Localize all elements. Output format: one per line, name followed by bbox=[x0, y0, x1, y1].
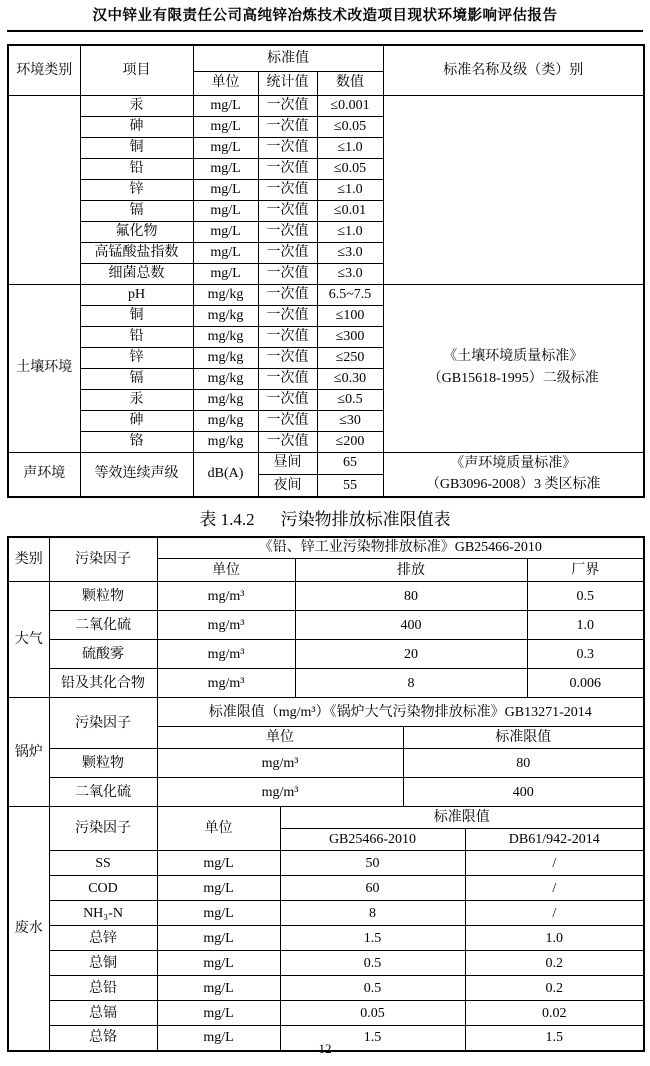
gb-limit-cell: 0.5 bbox=[280, 976, 465, 1001]
boundary-cell: 0.006 bbox=[527, 669, 644, 698]
stat-cell: 一次值 bbox=[258, 158, 317, 179]
unit-cell: mg/kg bbox=[193, 431, 258, 452]
stat-cell: 一次值 bbox=[258, 137, 317, 158]
category-cell-soil: 土壤环境 bbox=[8, 284, 80, 452]
stat-cell: 一次值 bbox=[258, 347, 317, 368]
col-header-unit: 单位 bbox=[157, 727, 403, 749]
col-header-factor: 污染因子 bbox=[49, 537, 157, 582]
value-cell: ≤100 bbox=[317, 305, 383, 326]
boundary-cell: 1.0 bbox=[527, 611, 644, 640]
unit-cell: mg/m³ bbox=[157, 669, 295, 698]
unit-cell: mg/kg bbox=[193, 410, 258, 431]
stat-cell: 一次值 bbox=[258, 242, 317, 263]
value-cell: ≤250 bbox=[317, 347, 383, 368]
table-row bbox=[8, 901, 644, 926]
value-cell: ≤1.0 bbox=[317, 137, 383, 158]
table-row bbox=[8, 640, 644, 669]
unit-cell: mg/m³ bbox=[157, 582, 295, 611]
stat-cell: 一次值 bbox=[258, 179, 317, 200]
db-limit-cell: 1.5 bbox=[465, 1026, 644, 1051]
unit-cell: mg/L bbox=[193, 242, 258, 263]
item-cell: 铅 bbox=[80, 158, 193, 179]
item-cell: 砷 bbox=[80, 410, 193, 431]
category-cell-air: 大气 bbox=[8, 582, 49, 698]
unit-cell: mg/L bbox=[157, 1001, 280, 1026]
unit-cell: mg/kg bbox=[193, 326, 258, 347]
db-limit-cell: / bbox=[465, 901, 644, 926]
boundary-cell: 0.3 bbox=[527, 640, 644, 669]
unit-cell: mg/L bbox=[193, 263, 258, 284]
col-header-factor: 污染因子 bbox=[49, 698, 157, 749]
gb-limit-cell: 0.5 bbox=[280, 951, 465, 976]
limit-cell: 400 bbox=[403, 778, 644, 807]
table-row bbox=[8, 851, 644, 876]
col-header-limit: 标准限值 bbox=[280, 807, 644, 829]
value-cell: ≤3.0 bbox=[317, 263, 383, 284]
air-standard-title: 《铅、锌工业污染物排放标准》GB25466-2010 bbox=[157, 537, 644, 559]
value-cell: ≤1.0 bbox=[317, 221, 383, 242]
item-cell: 汞 bbox=[80, 95, 193, 116]
db-limit-cell: 0.02 bbox=[465, 1001, 644, 1026]
col-header-stat: 统计值 bbox=[258, 71, 317, 95]
table-row bbox=[8, 669, 644, 698]
table-row bbox=[8, 876, 644, 901]
item-cell: 高锰酸盐指数 bbox=[80, 242, 193, 263]
standard-name-cell-soil bbox=[383, 284, 644, 452]
table-caption bbox=[7, 505, 643, 530]
unit-cell: mg/L bbox=[193, 179, 258, 200]
emission-cell: 80 bbox=[295, 582, 527, 611]
factor-cell: 二氧化硫 bbox=[49, 611, 157, 640]
col-header-unit: 单位 bbox=[157, 559, 295, 582]
col-header-emission: 排放 bbox=[295, 559, 527, 582]
unit-cell: mg/L bbox=[193, 200, 258, 221]
unit-cell: mg/m³ bbox=[157, 778, 403, 807]
stat-cell: 一次值 bbox=[258, 431, 317, 452]
unit-cell: mg/L bbox=[193, 95, 258, 116]
emission-cell: 8 bbox=[295, 669, 527, 698]
standard-name-line: 《声环境质量标准》 bbox=[450, 455, 577, 471]
factor-cell: 总镉 bbox=[49, 1001, 157, 1026]
unit-cell: mg/L bbox=[157, 926, 280, 951]
unit-cell: mg/L bbox=[193, 158, 258, 179]
gb-limit-cell: 1.5 bbox=[280, 1026, 465, 1051]
item-cell: 铜 bbox=[80, 305, 193, 326]
factor-cell: 总锌 bbox=[49, 926, 157, 951]
standard-name-line: （GB3096-2008）3 类区标准 bbox=[425, 477, 601, 493]
limit-cell: 80 bbox=[403, 749, 644, 778]
col-header-value: 数值 bbox=[317, 71, 383, 95]
unit-cell: mg/kg bbox=[193, 305, 258, 326]
standard-name-cell-noise bbox=[383, 452, 644, 497]
db-limit-cell: / bbox=[465, 876, 644, 901]
unit-cell: mg/kg bbox=[193, 284, 258, 305]
value-cell: ≤0.30 bbox=[317, 368, 383, 389]
factor-cell: 总铬 bbox=[49, 1026, 157, 1051]
factor-cell: 总铅 bbox=[49, 976, 157, 1001]
table-caption-label: 表 1.4.2 bbox=[199, 509, 255, 529]
col-header-standard-name: 标准名称及级（类）别 bbox=[383, 45, 644, 95]
item-cell: pH bbox=[80, 284, 193, 305]
db-limit-cell: 1.0 bbox=[465, 926, 644, 951]
col-header-category: 环境类别 bbox=[8, 45, 80, 95]
unit-cell: mg/kg bbox=[193, 389, 258, 410]
stat-cell: 一次值 bbox=[258, 221, 317, 242]
table-row bbox=[8, 582, 644, 611]
item-cell: 砷 bbox=[80, 116, 193, 137]
emission-cell: 400 bbox=[295, 611, 527, 640]
value-cell: ≤1.0 bbox=[317, 179, 383, 200]
table-row bbox=[8, 778, 644, 807]
col-header-unit: 单位 bbox=[157, 807, 280, 851]
table-row bbox=[8, 95, 644, 116]
col-header-factor: 污染因子 bbox=[49, 807, 157, 851]
col-header-boundary: 厂界 bbox=[527, 559, 644, 582]
stat-cell: 一次值 bbox=[258, 95, 317, 116]
category-cell-water bbox=[8, 95, 80, 284]
col-header-limit: 标准限值 bbox=[403, 727, 644, 749]
table-caption-title: 污染物排放标准限值表 bbox=[280, 509, 451, 529]
page-number: 12 bbox=[318, 1041, 332, 1056]
value-cell: ≤200 bbox=[317, 431, 383, 452]
unit-cell: mg/kg bbox=[193, 347, 258, 368]
table-row bbox=[8, 1001, 644, 1026]
stat-cell: 一次值 bbox=[258, 284, 317, 305]
unit-cell: mg/kg bbox=[193, 368, 258, 389]
col-header-item: 项目 bbox=[80, 45, 193, 95]
stat-cell: 昼间 bbox=[258, 452, 317, 474]
unit-cell: mg/L bbox=[157, 851, 280, 876]
value-cell: ≤0.05 bbox=[317, 116, 383, 137]
stat-cell: 夜间 bbox=[258, 474, 317, 497]
col-header-category: 类别 bbox=[8, 537, 49, 582]
factor-cell: 铅及其化合物 bbox=[49, 669, 157, 698]
value-cell: ≤0.001 bbox=[317, 95, 383, 116]
unit-cell: mg/L bbox=[157, 951, 280, 976]
col-header-standard-value: 标准值 bbox=[193, 45, 383, 71]
factor-cell: SS bbox=[49, 851, 157, 876]
gb-limit-cell: 8 bbox=[280, 901, 465, 926]
boiler-standard-title: 标准限值（mg/m³）《锅炉大气污染物排放标准》GB13271-2014 bbox=[157, 698, 644, 727]
value-cell: 6.5~7.5 bbox=[317, 284, 383, 305]
value-cell: ≤0.5 bbox=[317, 389, 383, 410]
stat-cell: 一次值 bbox=[258, 410, 317, 431]
unit-cell: mg/L bbox=[157, 976, 280, 1001]
db-limit-cell: / bbox=[465, 851, 644, 876]
factor-cell: COD bbox=[49, 876, 157, 901]
unit-cell: mg/m³ bbox=[157, 640, 295, 669]
item-cell: 铅 bbox=[80, 326, 193, 347]
stat-cell: 一次值 bbox=[258, 305, 317, 326]
factor-cell: NH₃-N bbox=[49, 901, 157, 926]
table-row bbox=[8, 926, 644, 951]
item-cell: 镉 bbox=[80, 200, 193, 221]
factor-cell: 总铜 bbox=[49, 951, 157, 976]
factor-cell: 二氧化硫 bbox=[49, 778, 157, 807]
gb-limit-cell: 0.05 bbox=[280, 1001, 465, 1026]
col-header-db-standard: DB61/942-2014 bbox=[465, 829, 644, 851]
unit-cell: mg/m³ bbox=[157, 611, 295, 640]
item-cell: 铬 bbox=[80, 431, 193, 452]
item-cell: 氟化物 bbox=[80, 221, 193, 242]
unit-cell: mg/m³ bbox=[157, 749, 403, 778]
factor-cell: 颗粒物 bbox=[49, 582, 157, 611]
gb-limit-cell: 60 bbox=[280, 876, 465, 901]
value-cell: ≤0.05 bbox=[317, 158, 383, 179]
gb-limit-cell: 1.5 bbox=[280, 926, 465, 951]
stat-cell: 一次值 bbox=[258, 263, 317, 284]
standard-name-cell-water bbox=[383, 95, 644, 284]
emission-standards-table bbox=[7, 536, 645, 1052]
standard-name-line: 《土壤环境质量标准》 bbox=[443, 349, 584, 365]
item-cell: 细菌总数 bbox=[80, 263, 193, 284]
item-cell: 锌 bbox=[80, 179, 193, 200]
value-cell: ≤300 bbox=[317, 326, 383, 347]
value-cell: ≤3.0 bbox=[317, 242, 383, 263]
category-cell-noise: 声环境 bbox=[8, 452, 80, 497]
factor-cell: 硫酸雾 bbox=[49, 640, 157, 669]
col-header-gb-standard: GB25466-2010 bbox=[280, 829, 465, 851]
category-cell-boiler: 锅炉 bbox=[8, 698, 49, 807]
unit-cell: dB(A) bbox=[193, 452, 258, 497]
col-header-unit: 单位 bbox=[193, 71, 258, 95]
category-cell-wastewater: 废水 bbox=[8, 807, 49, 1051]
stat-cell: 一次值 bbox=[258, 389, 317, 410]
stat-cell: 一次值 bbox=[258, 200, 317, 221]
value-cell: 65 bbox=[317, 452, 383, 474]
boundary-cell: 0.5 bbox=[527, 582, 644, 611]
table-row bbox=[8, 284, 644, 305]
unit-cell: mg/L bbox=[193, 221, 258, 242]
value-cell: ≤30 bbox=[317, 410, 383, 431]
table-row bbox=[8, 452, 644, 474]
quality-standards-table bbox=[7, 44, 645, 498]
document-header-title: 汉中锌业有限责任公司高纯锌冶炼技术改造项目现状环境影响评估报告 bbox=[7, 4, 643, 32]
item-cell: 汞 bbox=[80, 389, 193, 410]
value-cell: 55 bbox=[317, 474, 383, 497]
unit-cell: mg/L bbox=[157, 876, 280, 901]
item-cell: 锌 bbox=[80, 347, 193, 368]
item-cell: 铜 bbox=[80, 137, 193, 158]
gb-limit-cell: 50 bbox=[280, 851, 465, 876]
stat-cell: 一次值 bbox=[258, 326, 317, 347]
emission-cell: 20 bbox=[295, 640, 527, 669]
value-cell: ≤0.01 bbox=[317, 200, 383, 221]
db-limit-cell: 0.2 bbox=[465, 976, 644, 1001]
unit-cell: mg/L bbox=[157, 1026, 280, 1051]
unit-cell: mg/L bbox=[193, 116, 258, 137]
table-row bbox=[8, 951, 644, 976]
item-cell: 等效连续声级 bbox=[80, 452, 193, 497]
stat-cell: 一次值 bbox=[258, 368, 317, 389]
standard-name-line: （GB15618-1995）二级标准 bbox=[427, 371, 599, 386]
factor-cell: 颗粒物 bbox=[49, 749, 157, 778]
unit-cell: mg/L bbox=[157, 901, 280, 926]
table-row bbox=[8, 749, 644, 778]
db-limit-cell: 0.2 bbox=[465, 951, 644, 976]
unit-cell: mg/L bbox=[193, 137, 258, 158]
table-row bbox=[8, 976, 644, 1001]
item-cell: 镉 bbox=[80, 368, 193, 389]
stat-cell: 一次值 bbox=[258, 116, 317, 137]
table-row bbox=[8, 611, 644, 640]
